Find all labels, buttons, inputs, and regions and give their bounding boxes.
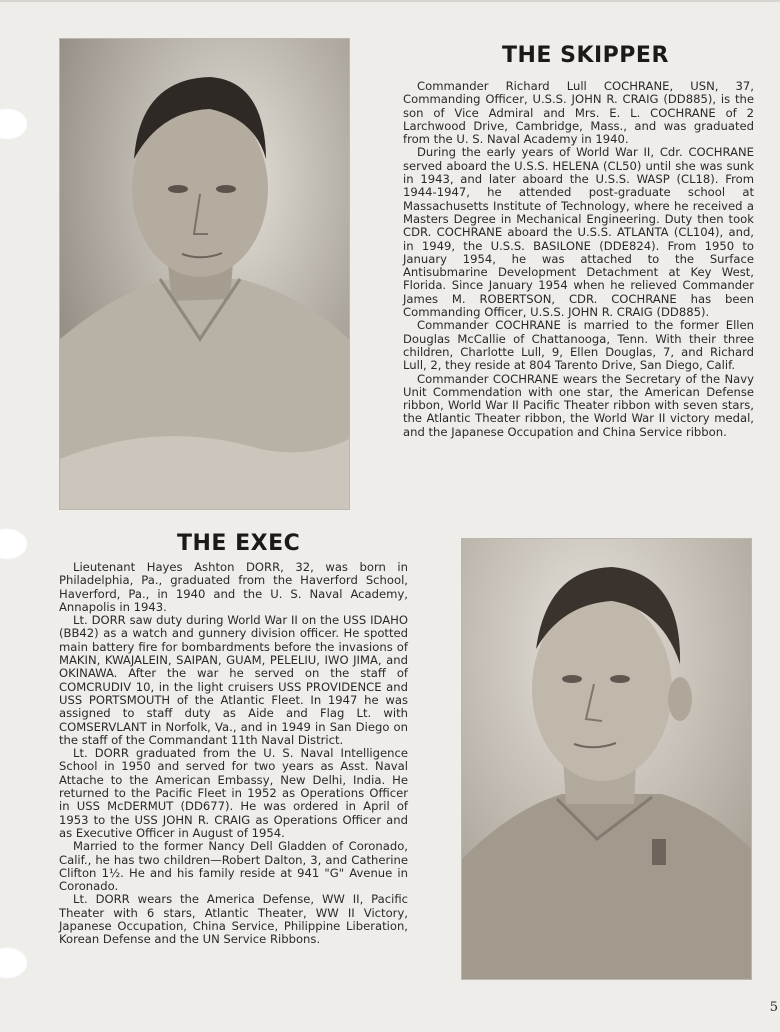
skipper-paragraph: Commander Richard Lull COCHRANE, USN, 37, Commanding Officer, U.S.S. JOHN R. CRAIG (DD885), is the son of Vice Admiral and Mrs. E. L. COCHRANE of 2 Larchwood Drive, Cambridge, Mass., and was graduated from the U. S. Naval Academy in 1940. [403, 79, 754, 147]
skipper-paragraph: During the early years of World War II, Cdr. COCHRANE served aboard the U.S.S. HELENA (CL50) until she was sunk in 1943, and later aboard the U.S.S. WASP (CL18). From 1944-1947, he attended post-graduate school at Massachusetts Institute of Technology, where he received a Masters Degree in Mechanical Engineering. Duty then took CDR. COCHRANE aboard the U.S.S. ATLANTA (CL104), and, in 1949, the U.S.S. BASILONE (DDE824). From 1950 to January 1954, he was attached to the Surface Antisubmarine Development Detachment at Key West, Florida. Since January 1954 when he relieved Commander James M. ROBERTSON, CDR. COCHRANE has been Commanding Officer, U.S.S. JOHN R. CRAIG (DD885). [403, 145, 754, 320]
skipper-biography [403, 80, 754, 439]
binder-hole-bottom [0, 947, 28, 979]
page-number: 5 [769, 1000, 778, 1015]
binder-hole-top [0, 108, 28, 140]
exec-paragraph: Married to the former Nancy Dell Gladden of Coronado, Calif., he has two children—Robert Dalton, 3, and Catherine Clifton 1½. He and his family reside at 941 "G" Avenue in Coronado. [59, 839, 408, 894]
skipper-paragraph: Commander COCHRANE wears the Secretary of the Navy Unit Commendation with one star, the American Defense ribbon, World War II Pacific Theater ribbon with seven stars, the Atlantic Theater ribbon, the World War II victory medal, and the Japanese Occupation and China Service ribbon. [403, 371, 754, 439]
exec-paragraph: Lt. DORR saw duty during World War II on the USS IDAHO (BB42) as a watch and gunnery division officer. He spotted main battery fire for bombardments before the invasions of MAKIN, KWAJALEIN, SAIPAN, GUAM, PELELIU, IWO JIMA, and OKINAWA. After the war he served on the staff of COMCRUDIV 10, in the light cruisers USS PROVIDENCE and USS PORTSMOUTH of the Atlantic Fleet. In 1947 he was assigned to staff duty as Aide and Flag Lt. with COMSERVLANT in Norfolk, Va., and in 1949 in San Diego on the staff of the Commandant 11th Naval District. [59, 613, 408, 747]
exec-portrait-photo [461, 538, 752, 980]
page-top-edge [0, 0, 780, 2]
skipper-paragraph: Commander COCHRANE is married to the former Ellen Douglas McCallie of Chattanooga, Tenn. With their three children, Charlotte Lull, 9, Ellen Douglas, 7, and Richard Lull, 2, they reside at 804 Tarento Drive, San Diego, Calif. [403, 318, 754, 373]
exec-paragraph: Lt. DORR graduated from the U. S. Naval Intelligence School in 1950 and served for two years as Asst. Naval Attache to the American Embassy, New Delhi, India. He returned to the Pacific Fleet in 1952 as Operations Officer in USS McDERMUT (DD677). He was ordered in April of 1953 to the USS JOHN R. CRAIG as Operations Officer and as Executive Officer in August of 1954. [59, 746, 408, 840]
exec-paragraph: Lt. DORR wears the America Defense, WW II, Pacific Theater with 6 stars, Atlantic Theater, WW II Victory, Japanese Occupation, China Service, Philippine Liberation, Korean Defense and the UN Service Ribbons. [59, 892, 408, 947]
exec-biography [59, 561, 408, 947]
skipper-heading: THE SKIPPER [502, 43, 669, 68]
exec-paragraph: Lieutenant Hayes Ashton DORR, 32, was born in Philadelphia, Pa., graduated from the Haverford School, Haverford, Pa., in 1940 and the U. S. Naval Academy, Annapolis in 1943. [59, 560, 408, 614]
skipper-portrait-photo [59, 38, 350, 510]
exec-heading: THE EXEC [177, 531, 301, 556]
binder-hole-middle [0, 528, 28, 560]
